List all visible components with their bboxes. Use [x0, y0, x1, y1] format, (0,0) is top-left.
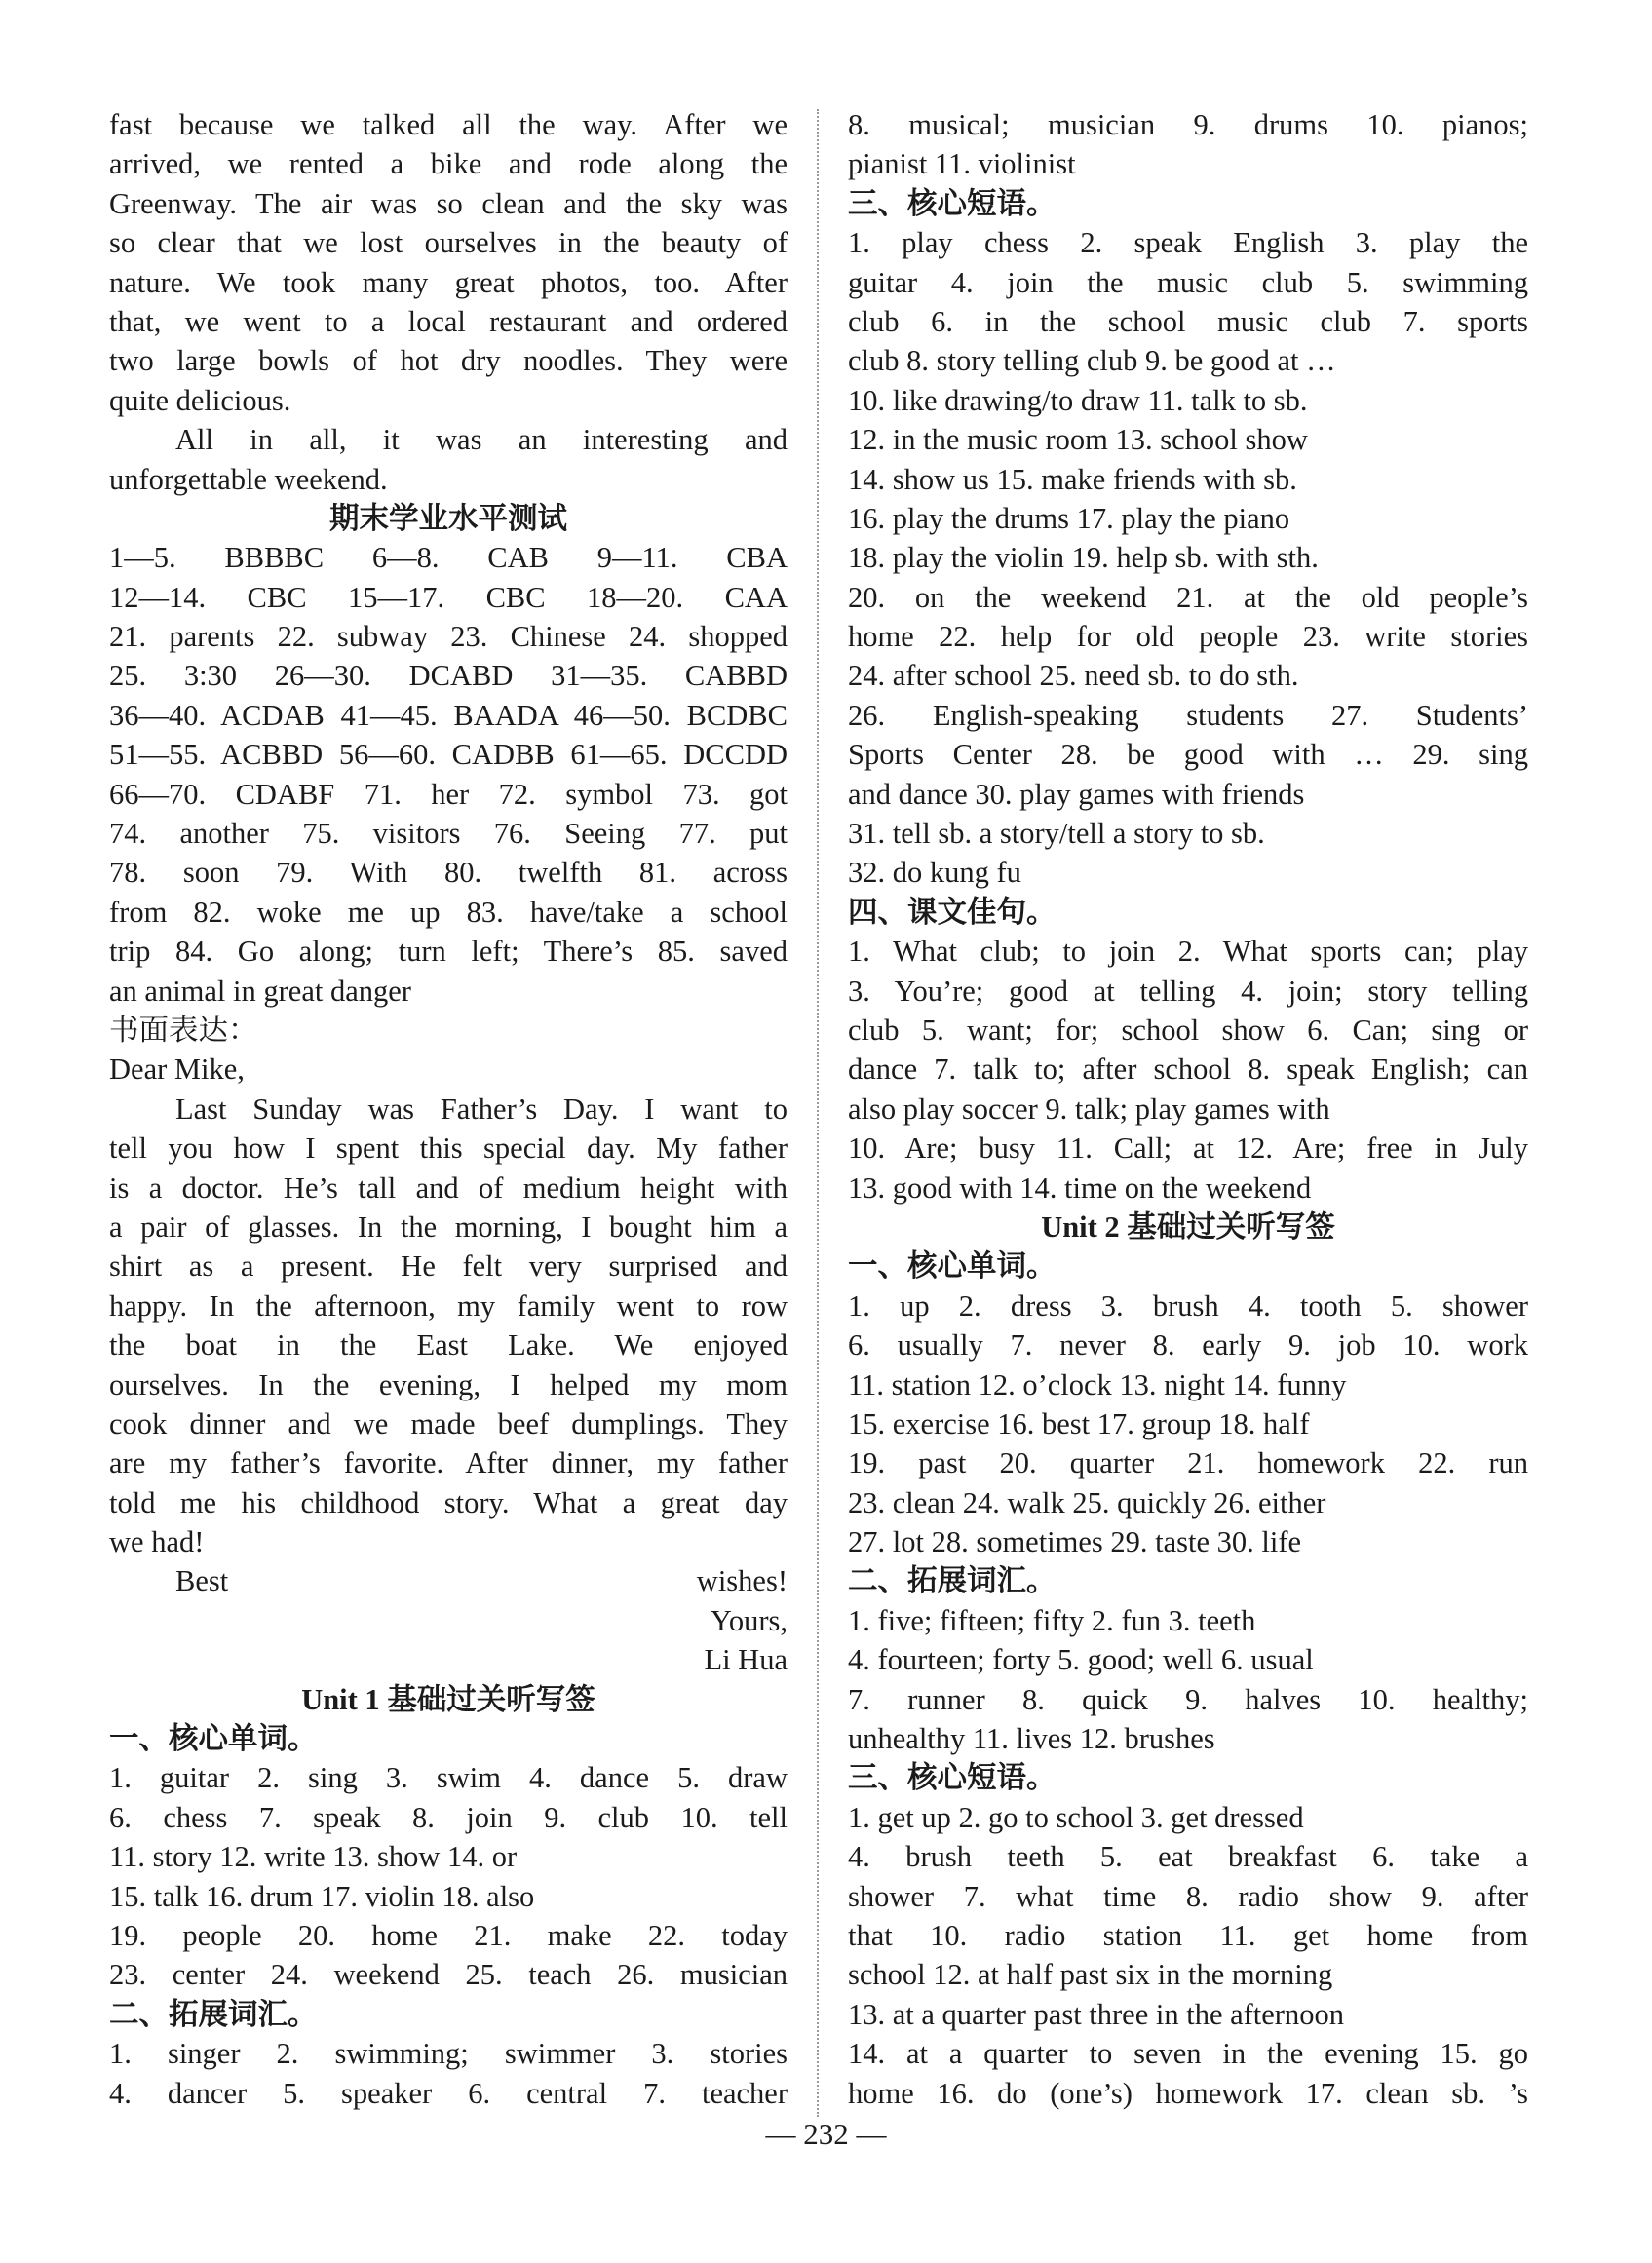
text-line: guitar 4. join the music club 5. swimming — [848, 265, 1528, 299]
text-line: that 10. radio station 11. get home from — [848, 1918, 1528, 1952]
right-column — [848, 105, 1528, 2113]
section-title: Unit 1 基础过关听写签 — [301, 1682, 595, 1716]
text-line: 1—5. BBBBC 6—8. CAB 9—11. CBA — [109, 541, 788, 575]
text-line: told me his childhood story. What a great day — [109, 1485, 788, 1519]
text-line: 3. You’re; good at telling 4. join; story telling — [848, 974, 1528, 1008]
text-line: Best wishes! — [175, 1564, 788, 1598]
text-line: 15. exercise 16. best 17. group 18. half — [848, 1406, 1310, 1440]
text-line: happy. In the afternoon, my family went to row — [109, 1288, 788, 1323]
text-line: unhealthy 11. lives 12. brushes — [848, 1722, 1215, 1756]
text-line: 1. guitar 2. sing 3. swim 4. dance 5. draw — [109, 1761, 788, 1795]
text-line: 1. singer 2. swimming; swimmer 3. stories — [109, 2037, 788, 2071]
text-line: that, we went to a local restaurant and ordered — [109, 304, 788, 338]
text-line: shower 7. what time 8. radio show 9. after — [848, 1879, 1528, 1913]
text-line: so clear that we lost ourselves in the beauty of — [109, 226, 788, 260]
section-heading: 一、核心单词。 — [848, 1249, 1057, 1284]
text-line: 书面表达： — [109, 1013, 258, 1047]
text-line: two large bowls of hot dry noodles. They were — [109, 344, 788, 378]
text-line: 19. past 20. quarter 21. homework 22. run — [848, 1446, 1528, 1480]
text-line: 78. soon 79. With 80. twelfth 81. across — [109, 856, 788, 890]
text-line: 66—70. CDABF 71. her 72. symbol 73. got — [109, 777, 788, 811]
text-line: club 6. in the school music club 7. sports — [848, 304, 1528, 338]
left-column — [109, 105, 788, 2113]
section-heading: 四、课文佳句。 — [848, 895, 1057, 929]
text-line: Dear Mike, — [109, 1053, 245, 1087]
text-line: 15. talk 16. drum 17. violin 18. also — [109, 1879, 535, 1913]
section-heading: 一、核心单词。 — [109, 1722, 318, 1756]
text-line: All in all, it was an interesting and — [175, 423, 788, 457]
text-line: 51—55. ACBBD 56—60. CADBB 61—65. DCCDD — [109, 738, 788, 772]
text-line: 19. people 20. home 21. make 22. today — [109, 1918, 788, 1952]
page-number: — 232 — — [765, 2117, 887, 2151]
text-line: school 12. at half past six in the morning — [848, 1958, 1333, 1992]
text-line: 24. after school 25. need sb. to do sth. — [848, 659, 1299, 693]
text-line: is a doctor. He’s tall and of medium height with — [109, 1170, 788, 1205]
text-line: 4. brush teeth 5. eat breakfast 6. take a — [848, 1840, 1528, 1874]
section-heading: 二、拓展词汇。 — [109, 1997, 318, 2031]
text-line: 12. in the music room 13. school show — [848, 423, 1308, 457]
text-line: 36—40. ACDAB 41—45. BAADA 46—50. BCDBC — [109, 698, 788, 732]
text-line: Sports Center 28. be good with … 29. sing — [848, 738, 1528, 772]
text-line: shirt as a present. He felt very surprised and — [109, 1249, 788, 1284]
text-line: 31. tell sb. a story/tell a story to sb. — [848, 817, 1265, 851]
text-line: 16. play the drums 17. play the piano — [848, 501, 1290, 535]
text-line: trip 84. Go along; turn left; There’s 85. saved — [109, 935, 788, 969]
text-line: unforgettable weekend. — [109, 462, 388, 496]
text-line: and dance 30. play games with friends — [848, 777, 1305, 811]
text-line: 14. at a quarter to seven in the evening 15. go — [848, 2037, 1528, 2071]
text-line: 11. station 12. o’clock 13. night 14. funny — [848, 1367, 1347, 1401]
text-line: 23. clean 24. walk 25. quickly 26. either — [848, 1485, 1326, 1519]
text-line: tell you how I spent this special day. My father — [109, 1132, 788, 1166]
text-line: 1. five; fifteen; fifty 2. fun 3. teeth — [848, 1603, 1256, 1637]
text-line: dance 7. talk to; after school 8. speak English; can — [848, 1053, 1528, 1087]
text-line: 74. another 75. visitors 76. Seeing 77. put — [109, 817, 788, 851]
text-line: cook dinner and we made beef dumplings. They — [109, 1406, 788, 1440]
text-line: home 16. do (one’s) homework 17. clean sb. ’s — [848, 2076, 1528, 2110]
section-heading: 二、拓展词汇。 — [848, 1564, 1057, 1598]
text-line: 1. What club; to join 2. What sports can; play — [848, 935, 1528, 969]
text-line: quite delicious. — [109, 383, 291, 417]
text-line: a pair of glasses. In the morning, I bought him a — [109, 1209, 788, 1244]
text-line: 18. play the violin 19. help sb. with sth. — [848, 541, 1319, 575]
text-line: nature. We took many great photos, too. After — [109, 265, 788, 299]
text-line: home 22. help for old people 23. write stories — [848, 620, 1528, 654]
column-divider — [817, 109, 819, 2117]
text-line: Greenway. The air was so clean and the sky was — [109, 186, 788, 220]
text-line: 8. musical; musician 9. drums 10. pianos; — [848, 108, 1528, 141]
text-line: we had! — [109, 1525, 205, 1559]
text-line: pianist 11. violinist — [848, 147, 1076, 181]
text-line: 11. story 12. write 13. show 14. or — [109, 1840, 518, 1874]
section-title: 期末学业水平测试 — [329, 501, 567, 535]
text-line: 27. lot 28. sometimes 29. taste 30. life — [848, 1525, 1302, 1559]
text-line: 1. up 2. dress 3. brush 4. tooth 5. shower — [848, 1288, 1528, 1323]
text-line: 6. usually 7. never 8. early 9. job 10. work — [848, 1328, 1528, 1362]
text-line: 21. parents 22. subway 23. Chinese 24. shopped — [109, 620, 788, 654]
text-line: 4. dancer 5. speaker 6. central 7. teacher — [109, 2076, 788, 2110]
text-line: 25. 3:30 26—30. DCABD 31—35. CABBD — [109, 659, 788, 693]
text-line: 1. play chess 2. speak English 3. play the — [848, 226, 1528, 260]
text-line: 10. Are; busy 11. Call; at 12. Are; free in July — [848, 1132, 1528, 1166]
text-line: the boat in the East Lake. We enjoyed — [109, 1328, 788, 1362]
text-line: 1. get up 2. go to school 3. get dressed — [848, 1800, 1304, 1834]
text-line: Yours, — [710, 1603, 788, 1637]
text-line: 20. on the weekend 21. at the old people’s — [848, 580, 1528, 614]
text-line: arrived, we rented a bike and rode along the — [109, 147, 788, 181]
section-heading: 三、核心短语。 — [848, 1761, 1057, 1795]
text-line: 14. show us 15. make friends with sb. — [848, 462, 1297, 496]
text-line: Last Sunday was Father’s Day. I want to — [175, 1092, 788, 1126]
text-line: from 82. woke me up 83. have/take a school — [109, 895, 788, 929]
text-line: 6. chess 7. speak 8. join 9. club 10. tell — [109, 1800, 788, 1834]
text-line: 23. center 24. weekend 25. teach 26. musician — [109, 1958, 788, 1992]
text-line: ourselves. In the evening, I helped my mom — [109, 1367, 788, 1401]
text-line: 32. do kung fu — [848, 856, 1021, 890]
text-line: also play soccer 9. talk; play games with — [848, 1092, 1330, 1126]
text-line: 13. good with 14. time on the weekend — [848, 1170, 1312, 1205]
text-line: 10. like drawing/to draw 11. talk to sb. — [848, 383, 1308, 417]
text-line: 4. fourteen; forty 5. good; well 6. usual — [848, 1643, 1314, 1677]
text-line: 12—14. CBC 15—17. CBC 18—20. CAA — [109, 580, 788, 614]
section-heading: 三、核心短语。 — [848, 186, 1057, 220]
section-title: Unit 2 基础过关听写签 — [1041, 1209, 1335, 1244]
text-line: fast because we talked all the way. After we — [109, 108, 788, 141]
text-line: club 5. want; for; school show 6. Can; sing or — [848, 1013, 1528, 1047]
text-line: 26. English-speaking students 27. Students’ — [848, 698, 1528, 732]
text-line: an animal in great danger — [109, 974, 411, 1008]
text-line: Li Hua — [704, 1643, 788, 1677]
text-line: club 8. story telling club 9. be good at … — [848, 344, 1336, 378]
text-line: 7. runner 8. quick 9. halves 10. healthy; — [848, 1682, 1528, 1716]
text-line: are my father’s favorite. After dinner, my father — [109, 1446, 788, 1480]
text-line: 13. at a quarter past three in the afternoon — [848, 1997, 1344, 2031]
